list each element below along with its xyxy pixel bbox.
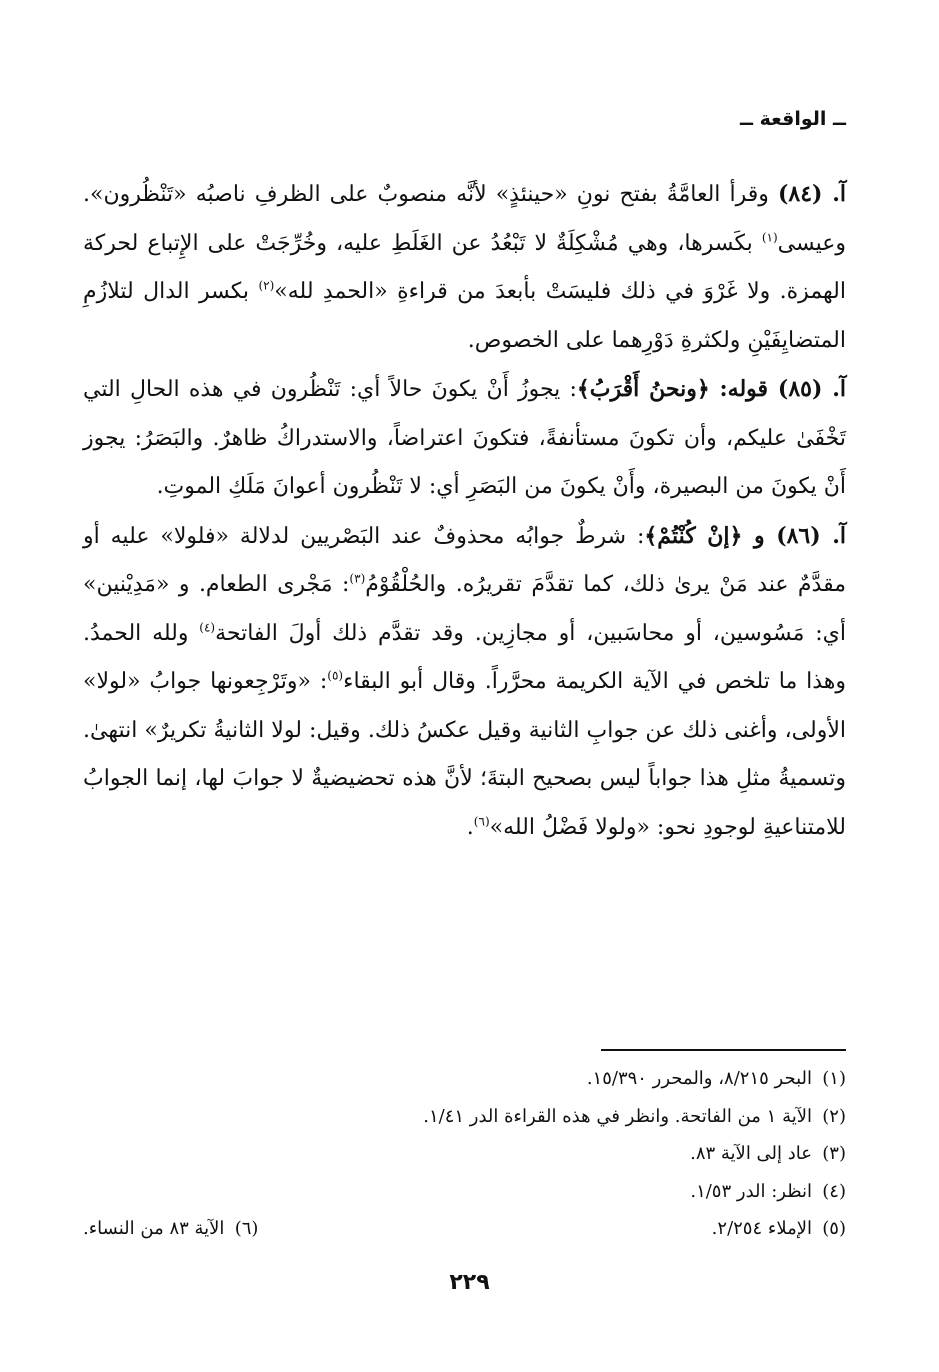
footnote-text: الإملاء ٢/٢٥٤. xyxy=(711,1218,812,1239)
paragraph-text: ولله الحمدُ. وهذا ما تلخص في الآية الكريمة محرَّراً. وقال أبو البقاء xyxy=(83,620,846,694)
paragraph-text: : يجوزُ أَنْ يكونَ حالاً أي: تَنْظُرون في هذه الحالِ التي تَخْفَىٰ عليكم، وأن تكونَ مستأنفةً، فتكونَ اعتراضاً، والاستدراكُ ظاهرٌ. والبَصَرُ: يجوز أَنْ يكونَ من البصيرة، وأَنْ يكونَ من البَصَرِ أي: لا تَنْظُرون أعوانَ مَلَكِ الموتِ. xyxy=(83,377,846,499)
footnote-text: الآية ١ من الفاتحة. وانظر في هذه القراءة الدر ١/٤١. xyxy=(423,1105,812,1127)
footnote-label: (٥) xyxy=(822,1218,846,1239)
footnote-ref[interactable]: (٦) xyxy=(473,814,490,829)
paragraph-text: بكسر الدال لتلازُمِ المتضايِفَيْنِ ولكثرةِ دَوْرِهما على الخصوص. xyxy=(83,279,846,353)
footnote-label: (١) xyxy=(822,1068,846,1089)
paragraph-verse-84 xyxy=(83,170,846,365)
paragraph-text: : «وتَرْجِعونها جوابُ «لولا» الأولى، وأغنى ذلك عن جوابِ الثانية وقيل عكسُ ذلك. وقيل: لولا الثانيةُ تكريرٌ» انتهىٰ. وتسميةُ مثلِ هذا جواباً ليس بصحيح البتةَ؛ لأنَّ هذه تحضيضيةٌ لا جوابَ لها، إنما الجوابُ للامتناعيةِ لوجودِ نحو: «ولولا فَضْلُ الله» xyxy=(83,669,846,840)
footnotes xyxy=(83,1060,846,1248)
running-title: ــ الواقعة ــ xyxy=(740,108,846,130)
footnote-separator xyxy=(601,1049,846,1051)
paragraph-text: و xyxy=(742,522,777,549)
footnote-label: (٣) xyxy=(822,1143,846,1164)
paragraph-text: : مَجْرى الطعام. و «مَدِيْنين» أي: مَسُوسين، أو محاسَبين، أو مجازِين. وقد تقدَّم ذلك أولَ الفاتحة xyxy=(83,572,847,646)
footnote-text: انظر: الدر ١/٥٣. xyxy=(690,1180,812,1202)
footnote-label: (٢) xyxy=(822,1105,846,1127)
footnote-ref[interactable]: (٢) xyxy=(258,278,275,293)
footnote-ref[interactable]: (٤) xyxy=(199,620,216,635)
footnote-3 xyxy=(83,1135,846,1173)
paragraph-verse-85 xyxy=(83,365,846,512)
footnote-ref[interactable]: (١) xyxy=(761,230,778,245)
paragraph-text: . xyxy=(466,814,474,840)
verse-label: آ. (٨٤) xyxy=(777,181,846,207)
paragraph-verse-86 xyxy=(83,512,846,853)
footnote-6 xyxy=(83,1210,258,1248)
main-text xyxy=(83,170,846,852)
footnote-5-6-row xyxy=(83,1210,846,1248)
paragraph-text: : شرطٌ جوابُه محذوفٌ عند البَصْريين لدلالة «فلولا» عليه أو مقدَّمٌ عند مَنْ يرىٰ ذلك، كما تقدَّمَ تقريرُه. والحُلْقُوْمُ xyxy=(83,523,847,597)
quran-quote: ﴿ونحنُ أَقْرَبُ﴾ xyxy=(576,376,710,402)
footnote-label: (٦) xyxy=(234,1218,259,1239)
paragraph-text: وقرأ العامَّةُ بفتح نونِ «حينئذٍ» لأنَّه منصوبٌ على الظرفِ ناصبُه «تَنْظُرون». وعيسى xyxy=(83,182,846,256)
footnote-text: البحر ٨/٢١٥، والمحرر ١٥/٣٩٠. xyxy=(586,1068,812,1089)
footnote-text: عاد إلى الآية ٨٣. xyxy=(690,1143,812,1164)
footnote-ref[interactable]: (٥) xyxy=(327,668,344,683)
footnote-1 xyxy=(83,1060,846,1098)
footnote-5 xyxy=(712,1210,846,1248)
footnote-label: (٤) xyxy=(822,1180,846,1202)
footnote-ref[interactable]: (٣) xyxy=(349,571,366,586)
verse-label: آ. (٨٥) xyxy=(777,376,846,402)
footnote-text: الآية ٨٣ من النساء. xyxy=(83,1218,225,1239)
page-number: ٢٢٩ xyxy=(449,1270,490,1295)
quran-quote: ﴿إنْ كُنْتُمْ﴾ xyxy=(644,522,743,549)
verse-label: آ. (٨٦) xyxy=(776,522,846,549)
paragraph-text: بكَسرها، وهي مُشْكِلَةٌ لا تَبْعُدُ عن الغَلَطِ عليه، وخُرِّجَتْ على الإِتباع لحركة الهمزة. ولا غَرْوَ في ذلك فليسَتْ بأبعدَ من قراءةِ «الحمدِ لله» xyxy=(83,230,846,304)
footnote-2 xyxy=(83,1098,846,1136)
footnote-4 xyxy=(83,1173,846,1211)
paragraph-text: قوله: xyxy=(709,376,778,402)
